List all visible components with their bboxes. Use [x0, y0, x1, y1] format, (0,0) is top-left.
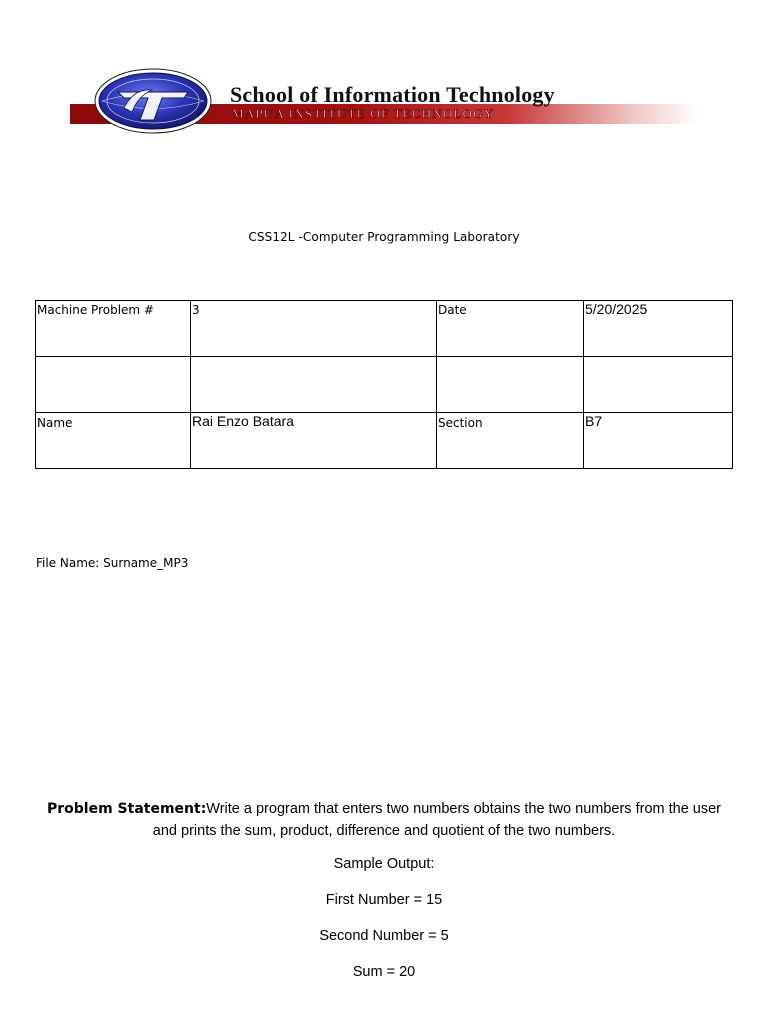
- name-label: Name: [37, 416, 73, 430]
- sample-output-line: First Number = 15: [325, 892, 443, 908]
- empty-cell: [36, 357, 191, 413]
- header-banner: [68, 68, 700, 134]
- empty-cell: [437, 357, 584, 413]
- empty-cell[interactable]: [191, 357, 437, 413]
- empty-cell[interactable]: [584, 357, 733, 413]
- machine-problem-label: Machine Problem #: [37, 303, 154, 317]
- name-value: Rai Enzo Batara: [192, 413, 294, 429]
- table-row: [36, 357, 733, 413]
- school-title: School of Information Technology: [230, 82, 555, 107]
- name-value-cell[interactable]: [191, 413, 437, 469]
- info-table: [35, 300, 733, 469]
- date-value-cell[interactable]: [584, 301, 733, 357]
- problem-statement-text: Write a program that enters two numbers obtains the two numbers from the user and prints the sum, product, difference and quotient of the two numbers.: [152, 801, 722, 839]
- section-value: B7: [585, 413, 603, 429]
- machine-problem-value-cell[interactable]: [191, 301, 437, 357]
- school-logo: [94, 68, 212, 134]
- section-label-cell: [437, 413, 584, 469]
- date-label-cell: [437, 301, 584, 357]
- problem-statement: [36, 798, 732, 842]
- sample-output-line: Second Number = 5: [319, 928, 449, 944]
- sample-output-line: Sum = 20: [352, 964, 416, 980]
- institute-name: MAPÚA INSTITUTE OF TECHNOLOGY: [232, 106, 495, 121]
- section-label: Section: [438, 416, 483, 430]
- table-row: [36, 301, 733, 357]
- table-row: [36, 413, 733, 469]
- section-value-cell[interactable]: [584, 413, 733, 469]
- date-value: 5/20/2025: [585, 301, 648, 317]
- name-label-cell: [36, 413, 191, 469]
- date-label: Date: [438, 303, 467, 317]
- machine-problem-value: 3: [192, 303, 200, 317]
- sample-output-heading: Sample Output:: [333, 856, 435, 872]
- course-title: CSS12L -Computer Programming Laboratory: [248, 230, 520, 244]
- problem-statement-label: Problem Statement:: [46, 801, 207, 817]
- file-name: File Name: Surname_MP3: [36, 556, 189, 570]
- machine-problem-label-cell: [36, 301, 191, 357]
